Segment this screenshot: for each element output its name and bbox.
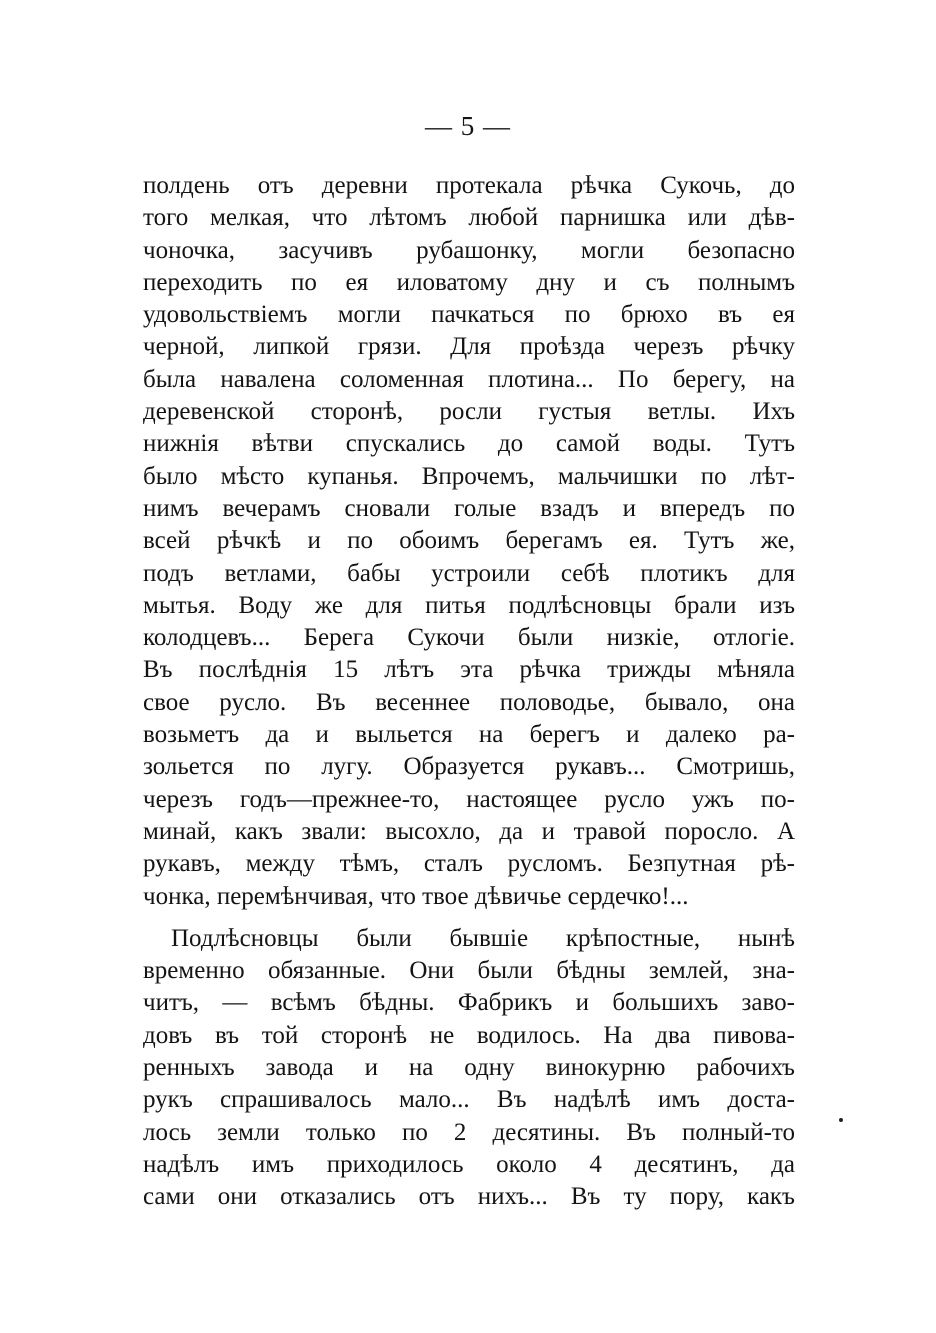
body-text bbox=[143, 170, 795, 1214]
text-line: подъ ветлами, бабы устроили себѣ плотикъ для bbox=[143, 559, 795, 587]
text-line: чонка, перемѣнчивая, что твое дѣвичье сердечко!... bbox=[143, 882, 689, 910]
text-line: рукавъ, между тѣмъ, сталъ русломъ. Безпутная рѣ- bbox=[143, 850, 795, 878]
text-line: чоночка, засучивъ рубашонку, могли безопасно bbox=[143, 236, 795, 264]
text-line: ренныхъ завода и на одну винокурню рабочихъ bbox=[143, 1054, 795, 1082]
text-line: деревенской сторонѣ, росли густыя ветлы. Ихъ bbox=[143, 398, 795, 426]
text-line: Подлѣсновцы были бывшіе крѣпостные, нынѣ bbox=[171, 924, 795, 952]
text-line: черезъ годъ—прежнее-то, настоящее русло ужъ по- bbox=[143, 785, 795, 813]
paragraph-gap bbox=[143, 913, 795, 923]
text-line: рукъ спрашивалось мало... Въ надѣлѣ имъ доста- bbox=[143, 1086, 795, 1114]
text-line: колодцевъ... Берега Сукочи были низкіе, отлогіе. bbox=[143, 624, 795, 652]
text-line: возьметъ да и выльется на берегъ и далеко ра- bbox=[143, 721, 795, 749]
page-number: — 5 — bbox=[425, 111, 511, 141]
text-line: удовольствіемъ могли пачкаться по брюхо въ ея bbox=[143, 301, 795, 329]
text-line: нижнія вѣтви спускались до самой воды. Тутъ bbox=[143, 430, 795, 458]
text-line: временно обязанные. Они были бѣдны землей, зна- bbox=[143, 957, 795, 985]
text-line: всей рѣчкѣ и по обоимъ берегамъ ея. Тутъ же, bbox=[143, 527, 795, 555]
text-line: было мѣсто купанья. Впрочемъ, мальчишки по лѣт- bbox=[143, 462, 795, 490]
text-line: того мелкая, что лѣтомъ любой парнишка или дѣв- bbox=[143, 204, 795, 232]
text-line: полдень отъ деревни протекала рѣчка Сукочь, до bbox=[143, 172, 795, 199]
text-line: черной, липкой грязи. Для проѣзда черезъ рѣчку bbox=[143, 333, 795, 361]
text-line: Въ послѣднія 15 лѣтъ эта рѣчка трижды мѣняла bbox=[143, 656, 795, 684]
text-line: переходить по ея иловатому дну и съ полнымъ bbox=[143, 268, 795, 296]
text-line: довъ въ той сторонѣ не водилось. На два пивова- bbox=[143, 1021, 795, 1049]
paragraph-1 bbox=[143, 170, 795, 913]
text-line: сами они отказались отъ нихъ... Въ ту пору, какъ bbox=[143, 1183, 795, 1211]
text-line: лось земли только по 2 десятины. Въ полный-то bbox=[143, 1118, 795, 1146]
paragraph-2 bbox=[143, 923, 795, 1214]
text-line: минай, какъ звали: высохло, да и травой поросло. А bbox=[143, 817, 795, 845]
text-line: мытья. Воду же для питья подлѣсновцы брали изъ bbox=[143, 591, 795, 619]
text-line: свое русло. Въ весеннее половодье, бывало, она bbox=[143, 688, 795, 716]
text-line: читъ, — всѣмъ бѣдны. Фабрикъ и большихъ заво- bbox=[143, 989, 795, 1017]
text-line: зольется по лугу. Образуется рукавъ... Смотришь, bbox=[143, 753, 795, 781]
print-speck bbox=[839, 1118, 843, 1122]
text-line: надѣлъ имъ приходилось около 4 десятинъ, да bbox=[143, 1150, 795, 1178]
text-line: была навалена соломенная плотина... По берегу, на bbox=[143, 365, 795, 393]
text-line: нимъ вечерамъ сновали голые взадъ и впередъ по bbox=[143, 494, 795, 522]
